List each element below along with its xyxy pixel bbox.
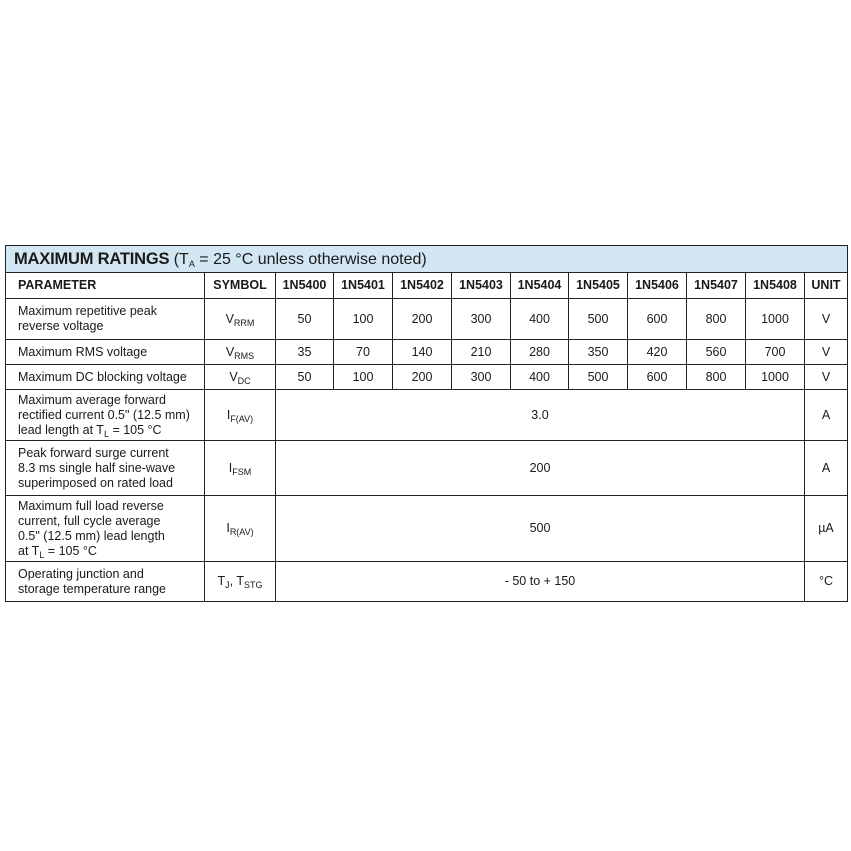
- text-segment: reverse voltage: [18, 319, 104, 333]
- table-row: [6, 299, 848, 340]
- symbol-cell: [205, 441, 276, 496]
- parameter-line: [18, 514, 204, 529]
- parameter-line: [18, 499, 204, 514]
- parameter-cell: [6, 496, 205, 562]
- subscript: RRM: [233, 317, 255, 328]
- value-cell: 1000: [746, 365, 805, 390]
- value-cell: 420: [628, 340, 687, 365]
- parameter-cell: [6, 390, 205, 441]
- parameter-line: [18, 461, 204, 476]
- condition-post: = 25 °C unless otherwise noted): [194, 250, 427, 268]
- parameter-line: [18, 370, 204, 385]
- text-segment: Maximum DC blocking voltage: [18, 369, 187, 384]
- text-segment: Maximum repetitive peak: [18, 304, 157, 318]
- value-cell: 400: [511, 299, 569, 340]
- parameter-line: [18, 345, 204, 360]
- value-cell: 140: [393, 340, 452, 365]
- text-segment: = 105 °C: [108, 422, 162, 437]
- subscript: L: [103, 428, 109, 439]
- parameter-cell: [6, 441, 205, 496]
- text-segment: I: [228, 460, 233, 475]
- value-cell: 35: [276, 340, 334, 365]
- text-segment: , T: [229, 574, 244, 588]
- table-row: [6, 562, 848, 602]
- header-part-1n5406: 1N5406: [628, 273, 687, 299]
- subscript: STG: [243, 580, 263, 590]
- text-segment: = 105 °C: [44, 543, 97, 558]
- symbol-cell: [205, 562, 276, 602]
- text-segment: V: [225, 311, 234, 326]
- subscript: RMS: [234, 350, 255, 361]
- table-row: [6, 340, 848, 365]
- value-cell: 100: [334, 299, 393, 340]
- value-cell: 210: [452, 340, 511, 365]
- unit-cell: A: [805, 390, 848, 441]
- header-part-1n5408: 1N5408: [746, 273, 805, 299]
- parameter-line: [18, 567, 204, 582]
- text-segment: superimposed on rated load: [18, 475, 173, 490]
- text-segment: V: [229, 369, 238, 384]
- text-segment: current, full cycle average: [18, 513, 161, 528]
- header-row: [6, 273, 848, 299]
- parameter-cell: [6, 365, 205, 390]
- text-segment: at T: [18, 543, 40, 558]
- subscript: L: [39, 549, 45, 560]
- parameter-line: [18, 319, 204, 334]
- unit-cell: V: [805, 340, 848, 365]
- parameter-line: [18, 304, 204, 319]
- header-part-1n5404: 1N5404: [511, 273, 569, 299]
- subscript: DC: [237, 375, 251, 386]
- symbol-cell: [205, 496, 276, 562]
- merged-value-cell: 500: [276, 496, 805, 562]
- value-cell: 280: [511, 340, 569, 365]
- value-cell: 300: [452, 299, 511, 340]
- value-cell: 50: [276, 299, 334, 340]
- value-cell: 600: [628, 365, 687, 390]
- parameter-line: [18, 582, 204, 597]
- value-cell: 1000: [746, 299, 805, 340]
- value-cell: 200: [393, 299, 452, 340]
- parameter-cell: [6, 299, 205, 340]
- merged-value-cell: - 50 to + 150: [276, 562, 805, 602]
- value-cell: 400: [511, 365, 569, 390]
- header-part-1n5403: 1N5403: [452, 273, 511, 299]
- symbol-cell: [205, 365, 276, 390]
- text-segment: storage temperature range: [18, 581, 167, 596]
- value-cell: 50: [276, 365, 334, 390]
- value-cell: 350: [569, 340, 628, 365]
- symbol-cell: [205, 390, 276, 441]
- header-part-1n5405: 1N5405: [569, 273, 628, 299]
- header-part-1n5401: 1N5401: [334, 273, 393, 299]
- text-segment: V: [225, 344, 235, 359]
- value-cell: 800: [687, 299, 746, 340]
- subscript: J: [225, 580, 230, 590]
- value-cell: 500: [569, 365, 628, 390]
- symbol-cell: [205, 299, 276, 340]
- condition-sub: A: [188, 258, 195, 269]
- header-unit: UNIT: [805, 273, 848, 299]
- value-cell: 700: [746, 340, 805, 365]
- value-cell: 200: [393, 365, 452, 390]
- subscript: F(AV): [230, 413, 254, 424]
- header-parameter: PARAMETER: [6, 273, 205, 299]
- title-condition: [169, 251, 426, 268]
- table-row: [6, 365, 848, 390]
- merged-value-cell: 3.0: [276, 390, 805, 441]
- header-symbol: SYMBOL: [205, 273, 276, 299]
- text-segment: 8.3 ms single half sine-wave: [18, 460, 176, 475]
- parameter-cell: [6, 562, 205, 602]
- parameter-line: [18, 423, 204, 438]
- value-cell: 800: [687, 365, 746, 390]
- value-cell: 100: [334, 365, 393, 390]
- parameter-line: [18, 529, 204, 544]
- table-row: [6, 390, 848, 441]
- title-row: [6, 246, 848, 273]
- maximum-ratings-table: [5, 245, 848, 602]
- table-row: [6, 441, 848, 496]
- header-part-1n5407: 1N5407: [687, 273, 746, 299]
- text-segment: T: [217, 574, 226, 588]
- condition-pre: (T: [169, 250, 189, 268]
- value-cell: 560: [687, 340, 746, 365]
- text-segment: Peak forward surge current: [18, 445, 169, 460]
- value-cell: 500: [569, 299, 628, 340]
- unit-cell: °C: [805, 562, 848, 602]
- table-row: [6, 496, 848, 562]
- parameter-line: [18, 408, 204, 423]
- value-cell: 600: [628, 299, 687, 340]
- text-segment: Maximum full load reverse: [18, 498, 164, 513]
- value-cell: 70: [334, 340, 393, 365]
- text-segment: rectified current 0.5" (12.5 mm): [18, 407, 190, 422]
- parameter-cell: [6, 340, 205, 365]
- parameter-line: [18, 476, 204, 491]
- title-main: MAXIMUM RATINGS: [14, 249, 170, 268]
- symbol-cell: [205, 340, 276, 365]
- merged-value-cell: 200: [276, 441, 805, 496]
- subscript: R(AV): [229, 527, 254, 537]
- text-segment: I: [226, 407, 231, 422]
- text-segment: lead length at T: [18, 422, 104, 437]
- subscript: FSM: [232, 466, 252, 477]
- parameter-line: [18, 393, 204, 408]
- text-segment: I: [226, 521, 230, 535]
- text-segment: Maximum average forward: [18, 392, 166, 407]
- text-segment: Operating junction and: [18, 566, 144, 581]
- parameter-line: [18, 446, 204, 461]
- unit-cell: V: [805, 299, 848, 340]
- table-title: [6, 246, 848, 273]
- unit-cell: µA: [805, 496, 848, 562]
- unit-cell: A: [805, 441, 848, 496]
- header-part-1n5400: 1N5400: [276, 273, 334, 299]
- value-cell: 300: [452, 365, 511, 390]
- unit-cell: V: [805, 365, 848, 390]
- parameter-line: [18, 544, 204, 559]
- header-part-1n5402: 1N5402: [393, 273, 452, 299]
- text-segment: Maximum RMS voltage: [18, 344, 148, 359]
- text-segment: 0.5" (12.5 mm) lead length: [18, 528, 165, 543]
